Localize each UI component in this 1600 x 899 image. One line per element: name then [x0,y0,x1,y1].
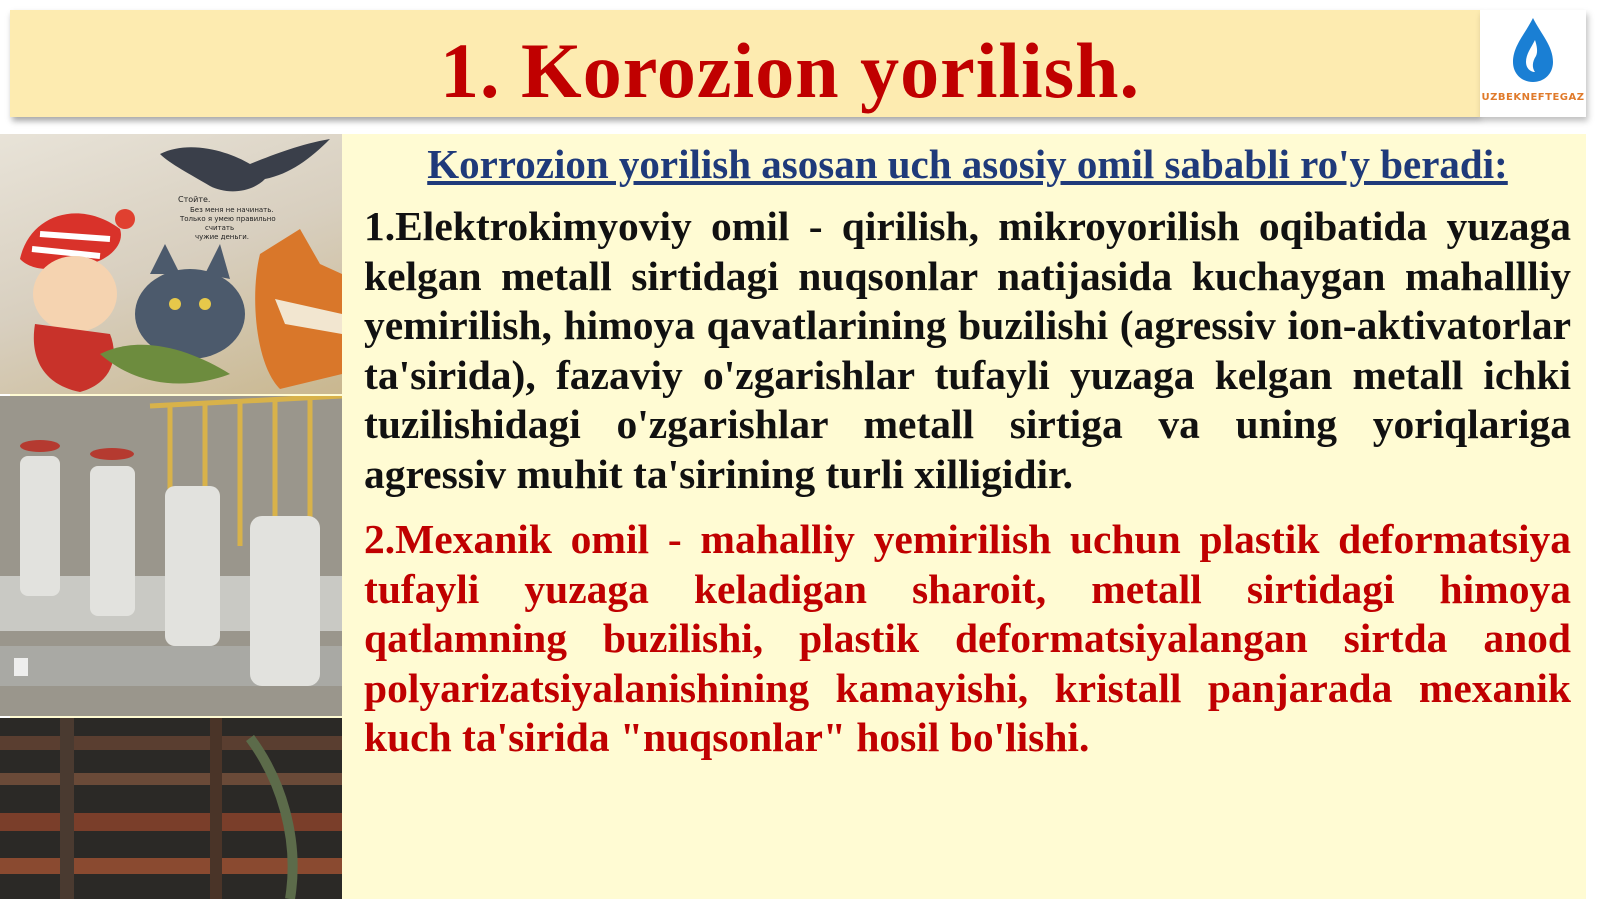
rusty-pipes-drawing [0,718,342,899]
caption-line: чужие деньги. [195,233,249,241]
cartoon-illustration [0,134,342,394]
logo-text: UZBEKNEFTEGAZ [1481,92,1585,103]
slide-title: 1. Korozion yorilish. [440,27,1140,114]
slide-body [364,134,1571,763]
valves-drawing [0,396,342,716]
slide-subtitle: Korrozion yorilish asosan uch asosiy omil sababli ro'y beradi: [427,141,1508,187]
pipeline-valves-photo [0,396,342,716]
caption-line: Только я умею правильно [180,215,276,223]
caption-line: Без меня не начинать. [190,206,274,214]
flame-drop-icon [1480,10,1586,90]
caption-line: Стойте. [178,195,211,204]
rusty-pipes-photo [0,718,342,899]
paragraph-electrochemical: 1.Elektrokimyoviy omil - qirilish, mikroyorilish oqibatida yuzaga kelgan metall sirtidagi nuqsonlar natijasida kuchaygan mahallliy yemirilish, himoya qavatlarining buzilishi (agressiv ion-aktivatorlar ta'sirida), fazaviy o'zgarishlar tufayli yuzaga kelgan metall ichki tuzilishidagi o'zgarishlar metall sirtiga va uning yoriqlariga agressiv muhit ta'sirining turli xilligidir. [364,203,1571,497]
cartoon-drawing [0,134,342,394]
company-logo [1480,10,1586,117]
caption-line: считать [205,224,235,232]
paragraph-mechanical: 2.Mexanik omil - mahalliy yemirilish uchun plastik deformatsiya tufayli yuzaga keladigan sharoit, metall sirtidagi himoya qatlamning buzilishi, plastik deformatsiyalangan sirtda anod polyarizatsiyalanishining kamayishi, kristall panjarada mexanik kuch ta'sirida "nuqsonlar" hosil bo'lishi. [364,516,1571,760]
